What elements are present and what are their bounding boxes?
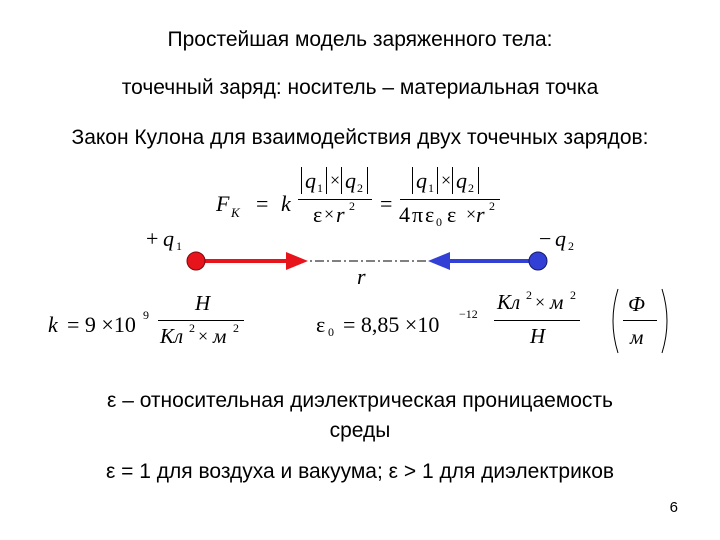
- q2-label: q: [555, 226, 566, 251]
- epsilon0-symbol: ε: [316, 312, 326, 337]
- q1-subscript: 1: [317, 181, 323, 195]
- title-line-2: точечный заряд: носитель – материальная точка: [121, 76, 599, 99]
- q1-symbol: q: [416, 168, 427, 193]
- epsilon0-value: = 8,85 ×10: [343, 312, 440, 337]
- k-exponent: 9: [143, 308, 149, 322]
- definition-line-2: среды: [329, 419, 391, 442]
- epsilon0-unit-num-coulomb: Кл: [497, 290, 521, 314]
- epsilon-symbol: ε: [313, 202, 323, 227]
- r-power: 2: [489, 199, 495, 213]
- k-unit-numerator: Н: [195, 291, 211, 315]
- k-unit-den-metre: м: [213, 324, 227, 348]
- k-unit-den-coulomb: Кл: [160, 324, 184, 348]
- condition-line: ε = 1 для воздуха и вакуума; ε > 1 для диэлектриков: [105, 460, 615, 483]
- distance-label: r: [357, 264, 366, 289]
- plus-sign: +: [146, 226, 159, 251]
- title-line-3: Закон Кулона для взаимодействия двух точечных зарядов:: [71, 126, 649, 149]
- r-symbol: r: [336, 202, 345, 227]
- q1-symbol: q: [305, 168, 316, 193]
- title-line-1: Простейшая модель заряженного тела:: [167, 28, 553, 51]
- alt-unit-numerator: Ф: [628, 292, 645, 316]
- epsilon0-unit-num-power: 2: [570, 288, 576, 302]
- r-power: 2: [349, 199, 355, 213]
- force-subscript: K: [231, 205, 240, 220]
- q2-symbol: q: [456, 168, 467, 193]
- epsilon0-subscript: 0: [328, 325, 334, 339]
- q2-subscript: 2: [468, 181, 474, 195]
- times-sign: ×: [198, 326, 209, 346]
- q1-label: q: [163, 226, 174, 251]
- epsilon0-unit-num-metre: м: [550, 290, 564, 314]
- epsilon-symbol: ε: [425, 202, 435, 227]
- r-symbol: r: [476, 202, 485, 227]
- equals-sign: =: [380, 191, 393, 216]
- epsilon-symbol: ε: [447, 202, 457, 227]
- k-symbol: k: [48, 312, 58, 337]
- times-sign: ×: [466, 204, 477, 224]
- page-number: 6: [669, 499, 678, 516]
- epsilon0-unit-num-power: 2: [526, 288, 532, 302]
- times-sign: ×: [535, 292, 546, 312]
- k-unit-den-power: 2: [189, 321, 195, 335]
- q1-label-subscript: 1: [176, 239, 182, 253]
- epsilon0-unit-denominator: Н: [530, 324, 546, 348]
- fraction-line: [623, 320, 657, 321]
- k-unit-den-power: 2: [233, 321, 239, 335]
- minus-sign: −: [539, 226, 552, 251]
- force-symbol: F: [216, 191, 230, 216]
- epsilon0-subscript: 0: [436, 215, 442, 229]
- definition-line-1: ε – относительная диэлектрическая проницаемость: [107, 389, 613, 412]
- pi-symbol: π: [412, 202, 424, 227]
- four-digit: 4: [399, 202, 410, 227]
- epsilon0-exponent: −12: [459, 307, 478, 321]
- q2-label-subscript: 2: [568, 239, 574, 253]
- k-value: = 9 ×10: [67, 312, 136, 337]
- equals-sign: =: [256, 191, 269, 216]
- times-sign: ×: [441, 170, 452, 190]
- coulomb-k: k: [281, 191, 291, 216]
- q2-subscript: 2: [357, 181, 363, 195]
- alt-unit-denominator: м: [630, 325, 644, 349]
- q1-subscript: 1: [428, 181, 434, 195]
- q2-symbol: q: [345, 168, 356, 193]
- times-sign: ×: [330, 170, 341, 190]
- times-sign: ×: [324, 204, 335, 224]
